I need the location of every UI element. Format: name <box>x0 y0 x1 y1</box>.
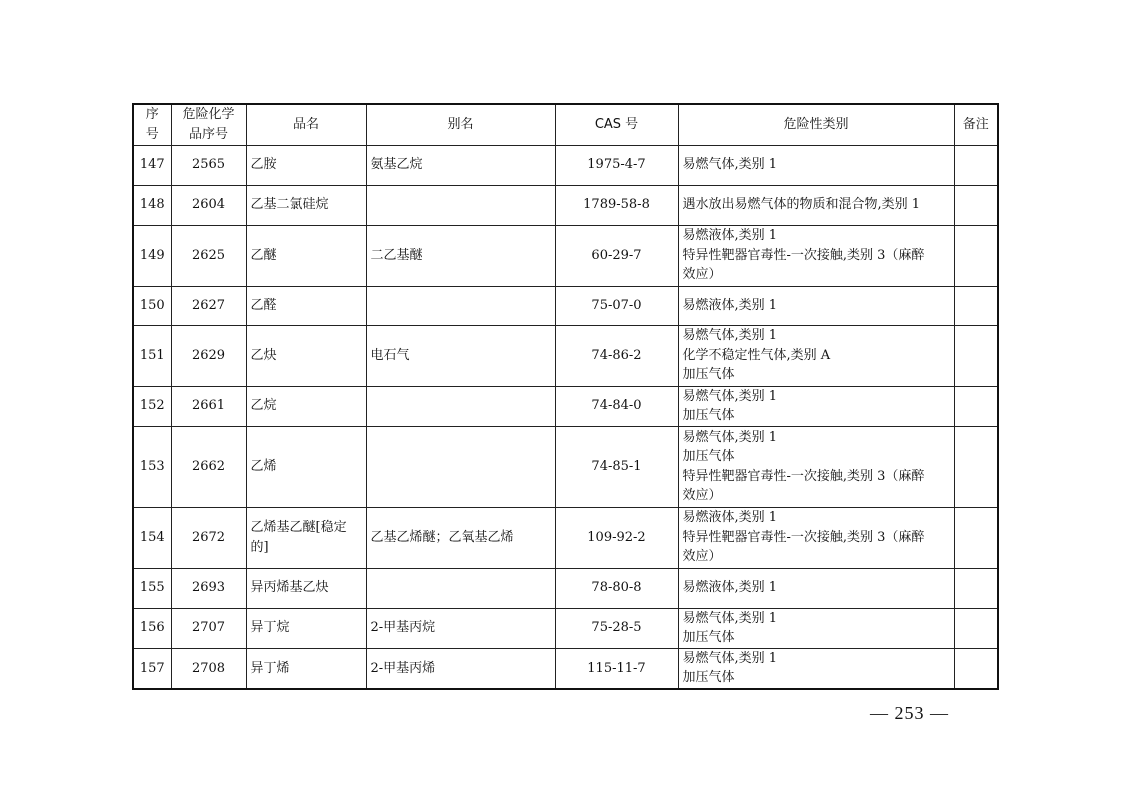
row-hazard-no: 2707 <box>171 608 246 648</box>
row-hazard-no: 2565 <box>171 145 246 185</box>
row-category: 易燃气体,类别 1 加压气体 <box>678 608 954 648</box>
row-cas: 74-85-1 <box>555 426 678 507</box>
row-remark <box>954 426 998 507</box>
row-name: 乙醛 <box>246 286 366 325</box>
row-cas: 60-29-7 <box>555 225 678 286</box>
row-remark <box>954 507 998 568</box>
row-cas: 115-11-7 <box>555 648 678 689</box>
row-cas: 78-80-8 <box>555 568 678 608</box>
row-cas: 75-28-5 <box>555 608 678 648</box>
row-category: 易燃气体,类别 1 <box>678 145 954 185</box>
row-alias: 电石气 <box>366 325 555 386</box>
row-hazard-no: 2662 <box>171 426 246 507</box>
row-seq: 155 <box>133 568 171 608</box>
row-seq: 157 <box>133 648 171 689</box>
row-remark <box>954 225 998 286</box>
row-hazard-no: 2672 <box>171 507 246 568</box>
row-cas: 74-84-0 <box>555 386 678 426</box>
row-cas: 109-92-2 <box>555 507 678 568</box>
hazardous-chemicals-table <box>132 103 999 690</box>
table-row <box>133 145 998 185</box>
row-category: 遇水放出易燃气体的物质和混合物,类别 1 <box>678 185 954 225</box>
row-cas: 1789-58-8 <box>555 185 678 225</box>
row-category: 易燃液体,类别 1 <box>678 286 954 325</box>
row-alias: 2-甲基丙烷 <box>366 608 555 648</box>
row-category: 易燃气体,类别 1 化学不稳定性气体,类别 A 加压气体 <box>678 325 954 386</box>
row-cas: 1975-4-7 <box>555 145 678 185</box>
row-category: 易燃液体,类别 1 <box>678 568 954 608</box>
row-category: 易燃气体,类别 1 加压气体 <box>678 386 954 426</box>
row-remark <box>954 648 998 689</box>
row-name: 乙基二氯硅烷 <box>246 185 366 225</box>
header-remark: 备注 <box>954 104 998 145</box>
row-name: 异丙烯基乙炔 <box>246 568 366 608</box>
table-row <box>133 648 998 689</box>
row-alias: 氨基乙烷 <box>366 145 555 185</box>
header-seq: 序 号 <box>133 104 171 145</box>
row-hazard-no: 2627 <box>171 286 246 325</box>
row-hazard-no: 2708 <box>171 648 246 689</box>
header-alias: 别名 <box>366 104 555 145</box>
table-row <box>133 225 998 286</box>
table-header-row <box>133 104 998 145</box>
table-row <box>133 568 998 608</box>
row-hazard-no: 2625 <box>171 225 246 286</box>
row-name: 乙胺 <box>246 145 366 185</box>
row-seq: 156 <box>133 608 171 648</box>
row-name: 乙烯基乙醚[稳定 的] <box>246 507 366 568</box>
row-seq: 152 <box>133 386 171 426</box>
header-name: 品名 <box>246 104 366 145</box>
header-hazard-no: 危险化学 品序号 <box>171 104 246 145</box>
row-category: 易燃气体,类别 1 加压气体 特异性靶器官毒性-一次接触,类别 3（麻醉 效应） <box>678 426 954 507</box>
row-category: 易燃液体,类别 1 特异性靶器官毒性-一次接触,类别 3（麻醉 效应） <box>678 507 954 568</box>
row-hazard-no: 2604 <box>171 185 246 225</box>
row-name: 乙烷 <box>246 386 366 426</box>
row-alias: 2-甲基丙烯 <box>366 648 555 689</box>
row-category: 易燃液体,类别 1 特异性靶器官毒性-一次接触,类别 3（麻醉 效应） <box>678 225 954 286</box>
row-alias <box>366 386 555 426</box>
row-name: 乙炔 <box>246 325 366 386</box>
row-seq: 150 <box>133 286 171 325</box>
row-seq: 148 <box>133 185 171 225</box>
row-alias <box>366 185 555 225</box>
table-row <box>133 185 998 225</box>
row-seq: 149 <box>133 225 171 286</box>
row-hazard-no: 2629 <box>171 325 246 386</box>
table-row <box>133 325 998 386</box>
row-cas: 75-07-0 <box>555 286 678 325</box>
row-remark <box>954 286 998 325</box>
row-remark <box>954 608 998 648</box>
row-category: 易燃气体,类别 1 加压气体 <box>678 648 954 689</box>
row-name: 乙烯 <box>246 426 366 507</box>
row-alias <box>366 286 555 325</box>
row-remark <box>954 145 998 185</box>
row-remark <box>954 386 998 426</box>
row-alias <box>366 568 555 608</box>
page-number: — 253 — <box>870 703 949 723</box>
row-name: 乙醚 <box>246 225 366 286</box>
row-seq: 151 <box>133 325 171 386</box>
row-hazard-no: 2693 <box>171 568 246 608</box>
row-hazard-no: 2661 <box>171 386 246 426</box>
table-row <box>133 608 998 648</box>
header-cas: CAS 号 <box>555 104 678 145</box>
row-remark <box>954 325 998 386</box>
table-row <box>133 286 998 325</box>
row-name: 异丁烯 <box>246 648 366 689</box>
header-category: 危险性类别 <box>678 104 954 145</box>
row-seq: 147 <box>133 145 171 185</box>
table-row <box>133 507 998 568</box>
table-row <box>133 386 998 426</box>
table-row <box>133 426 998 507</box>
row-alias: 乙基乙烯醚；乙氧基乙烯 <box>366 507 555 568</box>
row-alias: 二乙基醚 <box>366 225 555 286</box>
row-seq: 154 <box>133 507 171 568</box>
row-name: 异丁烷 <box>246 608 366 648</box>
row-alias <box>366 426 555 507</box>
row-remark <box>954 568 998 608</box>
row-seq: 153 <box>133 426 171 507</box>
row-remark <box>954 185 998 225</box>
row-cas: 74-86-2 <box>555 325 678 386</box>
